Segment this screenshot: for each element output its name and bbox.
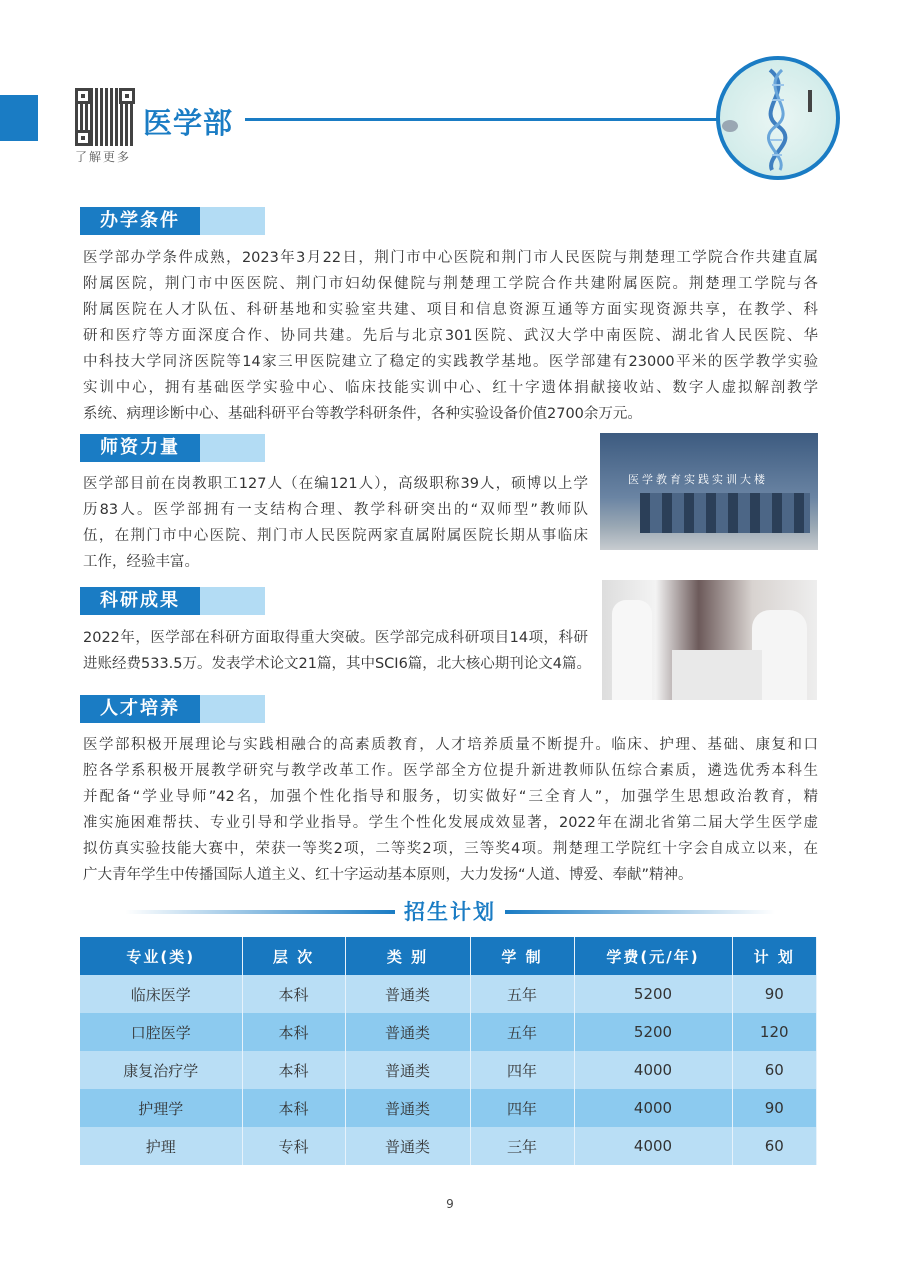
building-photo: 医学教育实践实训大楼: [600, 433, 818, 550]
table-cell: 本科: [242, 975, 345, 1013]
table-cell: 专科: [242, 1127, 345, 1165]
title-rule: [245, 118, 720, 121]
table-row: [80, 1127, 817, 1165]
edge-tab: [0, 95, 38, 141]
table-row: [80, 1089, 817, 1127]
table-cell: 五年: [470, 975, 574, 1013]
table-cell: 四年: [470, 1051, 574, 1089]
table-cell: 临床医学: [80, 975, 242, 1013]
qr-code-icon[interactable]: [75, 88, 135, 146]
table-cell: 五年: [470, 1013, 574, 1051]
table-cell: 90: [732, 975, 817, 1013]
dna-illustration: [716, 56, 840, 180]
qr-caption: 了解更多: [75, 150, 132, 164]
table-cell: 普通类: [345, 975, 470, 1013]
table-cell: 本科: [242, 1013, 345, 1051]
table-cell: 60: [732, 1127, 817, 1165]
section-heading-conditions: 办学条件: [80, 207, 265, 235]
conditions-text: 医学部办学条件成熟，2023年3月22日，荆门市中心医院和荆门市人民医院与荆楚理工学院合作共建直属 附属医院，荆门市中医医院、荆门市妇幼保健院与荆楚理工学院合作共建附属医院。荆楚理工学院与各 附属医院在人才队伍、科研基地和实验室共建、项目和信息资源互通等方面实现资源共享，在教学、科 研和医疗等方面深度合作、协同共建。先后与北京301医院、武汉大学中南医院、湖北省人民医院、华 中科技大学同济医院等14家三甲医院建立了稳定的实践教学基地。医学部建有23000平米的医学教学实验 实训中心，拥有基础医学实验中心、临床技能实训中心、红十字遗体捐献接收站、数字人虚拟解剖教学 系统、病理诊断中心、基础科研平台等教学科研条件，各种实验设备价值2700余万元。: [83, 250, 818, 422]
table-cell: 90: [732, 1089, 817, 1127]
table-row: [80, 1051, 817, 1089]
table-cell: 普通类: [345, 1051, 470, 1089]
section-heading-talent: 人才培养: [80, 695, 265, 723]
table-cell: 康复治疗学: [80, 1051, 242, 1089]
table-cell: 本科: [242, 1051, 345, 1089]
table-cell: 普通类: [345, 1089, 470, 1127]
table-cell: 4000: [574, 1051, 732, 1089]
enrollment-plan-table: [80, 937, 817, 1165]
research-text: 2022年，医学部在科研方面取得重大突破。医学部完成科研项目14项，科研 进账经费533.5万。发表学术论文21篇，其中SCI6篇，北大核心期刊论文4篇。: [83, 630, 592, 672]
table-cell: 护理学: [80, 1089, 242, 1127]
table-cell: 5200: [574, 1013, 732, 1051]
table-header-row: [80, 937, 817, 975]
table-cell: 三年: [470, 1127, 574, 1165]
column-header: 计 划: [732, 937, 817, 975]
table-cell: 60: [732, 1051, 817, 1089]
table-cell: 120: [732, 1013, 817, 1051]
table-cell: 护理: [80, 1127, 242, 1165]
table-cell: 口腔医学: [80, 1013, 242, 1051]
page-title: 医学部: [143, 106, 234, 140]
column-header: 学费(元/年): [574, 937, 732, 975]
table-cell: 本科: [242, 1089, 345, 1127]
classroom-photo: [602, 580, 817, 700]
table-row: [80, 975, 817, 1013]
column-header: 学 制: [470, 937, 574, 975]
column-header: 类 别: [345, 937, 470, 975]
table-cell: 四年: [470, 1089, 574, 1127]
column-header: 层 次: [242, 937, 345, 975]
section-heading-faculty: 师资力量: [80, 434, 265, 462]
talent-text: 医学部积极开展理论与实践相融合的高素质教育，人才培养质量不断提升。临床、护理、基础、康复和口 腔各学系积极开展教学研究与教学改革工作。医学部全方位提升新进教师队伍综合素质，遴选优秀本科生 并配备“学业导师”42名，加强个性化指导和服务，切实做好“三全育人”，加强学生思想政治教育，精 准实施困难帮扶、专业引导和学业指导。学生个性化发展成效显著，2022年在湖北省第二届大学生医学虚 拟仿真实验技能大赛中，荣获一等奖2项，二等奖2项，三等奖4项。荆楚理工学院红十字会自成立以来，在 广大青年学生中传播国际人道主义、红十字运动基本原则，大力发扬“人道、博爱、奉献”精神。: [83, 737, 818, 883]
table-cell: 4000: [574, 1127, 732, 1165]
section-heading-research: 科研成果: [80, 587, 265, 615]
table-cell: 5200: [574, 975, 732, 1013]
table-cell: 普通类: [345, 1013, 470, 1051]
column-header: 专业(类): [80, 937, 242, 975]
faculty-text: 医学部目前在岗教职工127人（在编121人），高级职称39人，硕博以上学 历83人。医学部拥有一支结构合理、教学科研突出的“双师型”教师队 伍，在荆门市中心医院、荆门市人民医院两家直属附属医院长期从事临床 工作，经验丰富。: [83, 476, 588, 570]
plan-heading: 招生计划: [0, 896, 900, 926]
table-cell: 4000: [574, 1089, 732, 1127]
table-cell: 普通类: [345, 1127, 470, 1165]
table-row: [80, 1013, 817, 1051]
page-number: 9: [446, 1197, 454, 1211]
